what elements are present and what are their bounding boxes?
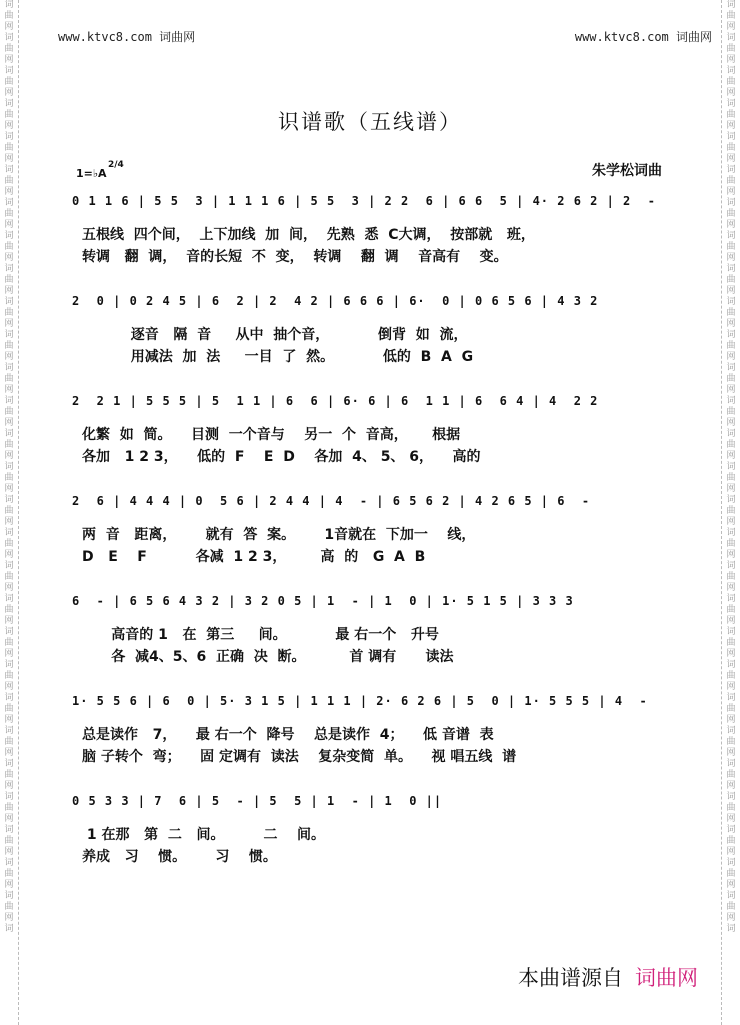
watermark-glyph: 网: [4, 88, 14, 98]
watermark-glyph: 网: [726, 748, 736, 758]
watermark-glyph: 曲: [4, 869, 14, 879]
watermark-glyph: 曲: [4, 77, 14, 87]
watermark-glyph: 曲: [4, 506, 14, 516]
notation-line: 2 6 | 4 4 4 | 0 5 6 | 2 4 4 | 4 - | 6 5 6 2 | 4 2 6 5 | 6 -: [72, 494, 591, 508]
watermark-glyph: 网: [4, 880, 14, 890]
watermark-glyph: 词: [4, 495, 14, 505]
watermark-glyph: 网: [4, 451, 14, 461]
watermark-glyph: 网: [726, 814, 736, 824]
watermark-glyph: 网: [4, 220, 14, 230]
notation-line: 6 - | 6 5 6 4 3 2 | 3 2 0 5 | 1 - | 1 0 | 1· 5 1 5 | 3 3 3: [72, 594, 574, 608]
watermark-glyph: 网: [726, 286, 736, 296]
watermark-glyph: 网: [4, 517, 14, 527]
watermark-glyph: 网: [4, 484, 14, 494]
watermark-glyph: 曲: [726, 803, 736, 813]
watermark-glyph: 曲: [726, 77, 736, 87]
header-site-left[interactable]: www.ktvc8.com 词曲网: [58, 30, 196, 44]
watermark-glyph: 词: [726, 759, 736, 769]
watermark-glyph: 词: [4, 297, 14, 307]
lyric-line: 各加 1 2 3， 低的 F E D 各加 4、 5、 6， 高的: [82, 449, 481, 465]
watermark-glyph: 曲: [4, 902, 14, 912]
watermark-glyph: 网: [4, 187, 14, 197]
watermark-glyph: 词: [726, 495, 736, 505]
watermark-glyph: 网: [4, 682, 14, 692]
watermark-glyph: 曲: [4, 209, 14, 219]
header-site-right[interactable]: www.ktvc8.com 词曲网: [574, 30, 712, 44]
watermark-glyph: 曲: [4, 539, 14, 549]
watermark-glyph: 曲: [726, 473, 736, 483]
watermark-glyph: 网: [4, 814, 14, 824]
watermark-glyph: 词: [726, 627, 736, 637]
lyric-line: 养成 习 惯。 习 惯。: [82, 849, 277, 865]
watermark-glyph: 网: [726, 154, 736, 164]
watermark-glyph: 网: [4, 550, 14, 560]
watermark-glyph: 词: [4, 66, 14, 76]
watermark-glyph: 词: [726, 660, 736, 670]
watermark-glyph: 网: [4, 616, 14, 626]
watermark-glyph: 词: [726, 99, 736, 109]
composer-credit: 朱学松词曲: [592, 163, 662, 179]
watermark-glyph: 曲: [4, 407, 14, 417]
watermark-glyph: 网: [726, 880, 736, 890]
watermark-glyph: 曲: [4, 737, 14, 747]
lyric-line: 总是读作 7， 最 右一个 降号 总是读作 4； 低 音谱 表: [82, 727, 494, 743]
lyric-line: 两 音 距离， 就有 答 案。 1音就在 下加一 线，: [82, 527, 476, 543]
watermark-glyph: 曲: [726, 110, 736, 120]
watermark-glyph: 曲: [726, 671, 736, 681]
watermark-glyph: 网: [726, 253, 736, 263]
watermark-glyph: 网: [4, 418, 14, 428]
watermark-glyph: 词: [4, 726, 14, 736]
watermark-glyph: 网: [726, 649, 736, 659]
watermark-glyph: 词: [4, 396, 14, 406]
watermark-glyph: 词: [726, 429, 736, 439]
watermark-glyph: 曲: [726, 308, 736, 318]
watermark-glyph: 曲: [726, 242, 736, 252]
watermark-glyph: 词: [726, 726, 736, 736]
watermark-glyph: 词: [4, 429, 14, 439]
watermark-glyph: 词: [4, 99, 14, 109]
watermark-glyph: 词: [4, 198, 14, 208]
watermark-glyph: 曲: [4, 770, 14, 780]
watermark-glyph: 曲: [4, 176, 14, 186]
watermark-glyph: 词: [4, 561, 14, 571]
watermark-glyph: 曲: [4, 11, 14, 21]
lyric-line: 逐音 隔 音 从中 抽个音， 倒背 如 流，: [82, 327, 468, 343]
watermark-glyph: 词: [726, 198, 736, 208]
watermark-glyph: 曲: [4, 473, 14, 483]
watermark-glyph: 网: [4, 847, 14, 857]
watermark-glyph: 曲: [726, 44, 736, 54]
left-watermark-strip: [0, 0, 19, 1025]
watermark-glyph: 曲: [4, 836, 14, 846]
notation-line: 1· 5 5 6 | 6 0 | 5· 3 1 5 | 1 1 1 | 2· 6 2 6 | 5 0 | 1· 5 5 5 | 4 -: [72, 694, 648, 708]
watermark-glyph: 词: [726, 792, 736, 802]
lyric-line: 用减法 加 法 一目 了 然。 低的 B A G: [82, 349, 474, 365]
watermark-glyph: 词: [726, 891, 736, 901]
lyric-line: 各 减4、5、6 正确 决 断。 首 调有 读法: [82, 649, 454, 665]
watermark-glyph: 网: [4, 352, 14, 362]
watermark-glyph: 曲: [4, 44, 14, 54]
lyric-line: 化繁 如 简。 目测 一个音与 另一 个 音高， 根据: [82, 427, 461, 443]
watermark-glyph: 曲: [726, 539, 736, 549]
watermark-glyph: 网: [726, 913, 736, 923]
key-signature: 1=♭A: [76, 167, 107, 180]
watermark-glyph: 词: [726, 264, 736, 274]
watermark-glyph: 曲: [726, 209, 736, 219]
watermark-glyph: 词: [726, 462, 736, 472]
watermark-glyph: 曲: [726, 869, 736, 879]
watermark-glyph: 词: [4, 0, 14, 10]
watermark-glyph: 网: [4, 154, 14, 164]
watermark-glyph: 词: [4, 792, 14, 802]
watermark-glyph: 词: [4, 627, 14, 637]
watermark-glyph: 词: [726, 132, 736, 142]
watermark-glyph: 曲: [726, 374, 736, 384]
watermark-glyph: 词: [4, 363, 14, 373]
watermark-glyph: 网: [726, 352, 736, 362]
notation-line: 2 2 1 | 5 5 5 | 5 1 1 | 6 6 | 6· 6 | 6 1 1 | 6 6 4 | 4 2 2: [72, 394, 599, 408]
watermark-glyph: 词: [726, 231, 736, 241]
watermark-glyph: 曲: [726, 836, 736, 846]
watermark-glyph: 曲: [726, 341, 736, 351]
watermark-glyph: 词: [726, 297, 736, 307]
song-title: 识谱歌（五线谱）: [278, 110, 462, 134]
watermark-glyph: 网: [4, 253, 14, 263]
watermark-glyph: 网: [726, 550, 736, 560]
watermark-glyph: 网: [4, 583, 14, 593]
watermark-glyph: 词: [4, 264, 14, 274]
watermark-glyph: 网: [4, 385, 14, 395]
watermark-glyph: 词: [4, 759, 14, 769]
watermark-glyph: 网: [726, 88, 736, 98]
notation-line: 0 5 3 3 | 7 6 | 5 - | 5 5 | 1 - | 1 0 ||: [72, 794, 443, 808]
watermark-glyph: 网: [726, 385, 736, 395]
watermark-glyph: 词: [4, 132, 14, 142]
watermark-glyph: 曲: [4, 374, 14, 384]
watermark-glyph: 网: [4, 781, 14, 791]
watermark-glyph: 曲: [726, 902, 736, 912]
watermark-glyph: 网: [4, 55, 14, 65]
watermark-glyph: 词: [4, 330, 14, 340]
watermark-glyph: 词: [726, 363, 736, 373]
lyric-line: D E F 各减 1 2 3， 高 的 G A B: [82, 549, 426, 565]
watermark-glyph: 曲: [4, 143, 14, 153]
watermark-glyph: 词: [4, 693, 14, 703]
watermark-glyph: 网: [4, 121, 14, 131]
watermark-glyph: 词: [726, 858, 736, 868]
watermark-glyph: 曲: [726, 176, 736, 186]
watermark-glyph: 曲: [4, 242, 14, 252]
watermark-glyph: 网: [4, 22, 14, 32]
watermark-glyph: 网: [726, 22, 736, 32]
watermark-glyph: 曲: [726, 440, 736, 450]
watermark-glyph: 词: [726, 66, 736, 76]
watermark-glyph: 词: [726, 825, 736, 835]
watermark-glyph: 词: [4, 231, 14, 241]
watermark-glyph: 曲: [726, 143, 736, 153]
watermark-glyph: 曲: [726, 11, 736, 21]
watermark-glyph: 词: [726, 33, 736, 43]
watermark-glyph: 网: [726, 220, 736, 230]
watermark-glyph: 网: [726, 484, 736, 494]
right-watermark-strip: [721, 0, 740, 1025]
watermark-glyph: 曲: [4, 605, 14, 615]
watermark-glyph: 曲: [4, 638, 14, 648]
lyric-line: 1 在那 第 二 间。 二 间。: [82, 827, 325, 843]
watermark-glyph: 曲: [726, 572, 736, 582]
watermark-glyph: 词: [726, 330, 736, 340]
watermark-glyph: 网: [726, 616, 736, 626]
watermark-glyph: 网: [726, 55, 736, 65]
watermark-glyph: 词: [726, 693, 736, 703]
watermark-glyph: 曲: [726, 638, 736, 648]
watermark-glyph: 曲: [726, 506, 736, 516]
watermark-glyph: 曲: [4, 572, 14, 582]
watermark-glyph: 曲: [726, 605, 736, 615]
watermark-glyph: 网: [726, 121, 736, 131]
watermark-glyph: 曲: [726, 275, 736, 285]
watermark-glyph: 词: [726, 561, 736, 571]
watermark-glyph: 曲: [4, 110, 14, 120]
footer-text: 本曲谱源自: [518, 966, 623, 990]
watermark-glyph: 网: [726, 682, 736, 692]
watermark-glyph: 曲: [4, 671, 14, 681]
watermark-glyph: 词: [726, 924, 736, 934]
watermark-glyph: 词: [4, 660, 14, 670]
watermark-glyph: 词: [726, 594, 736, 604]
watermark-glyph: 曲: [726, 737, 736, 747]
lyric-line: 五根线 四个间， 上下加线 加 间， 先熟 悉 C大调， 按部就 班，: [82, 227, 535, 243]
lyric-line: 转调 翻 调， 音的长短 不 变， 转调 翻 调 音高有 变。: [82, 249, 508, 265]
watermark-glyph: 网: [4, 286, 14, 296]
watermark-glyph: 曲: [4, 275, 14, 285]
watermark-glyph: 网: [726, 583, 736, 593]
watermark-glyph: 网: [726, 451, 736, 461]
watermark-glyph: 词: [726, 528, 736, 538]
time-signature: 2/4: [108, 160, 124, 170]
watermark-glyph: 网: [4, 319, 14, 329]
watermark-glyph: 网: [726, 418, 736, 428]
watermark-glyph: 网: [4, 715, 14, 725]
footer-source: [518, 962, 698, 992]
watermark-glyph: 曲: [4, 704, 14, 714]
watermark-glyph: 词: [4, 33, 14, 43]
watermark-glyph: 曲: [4, 308, 14, 318]
watermark-glyph: 曲: [4, 440, 14, 450]
watermark-glyph: 曲: [4, 341, 14, 351]
watermark-glyph: 词: [4, 594, 14, 604]
lyric-line: 高音的 1 在 第三 间。 最 右一个 升号: [82, 627, 439, 643]
watermark-glyph: 网: [4, 649, 14, 659]
watermark-glyph: 网: [726, 781, 736, 791]
watermark-glyph: 曲: [4, 803, 14, 813]
watermark-glyph: 词: [4, 165, 14, 175]
watermark-glyph: 词: [726, 396, 736, 406]
watermark-glyph: 词: [4, 924, 14, 934]
watermark-glyph: 词: [726, 165, 736, 175]
watermark-glyph: 词: [4, 825, 14, 835]
footer-brand[interactable]: 词曲网: [635, 966, 698, 990]
watermark-glyph: 词: [4, 462, 14, 472]
watermark-glyph: 网: [726, 847, 736, 857]
notation-line: 2 0 | 0 2 4 5 | 6 2 | 2 4 2 | 6 6 6 | 6· 0 | 0 6 5 6 | 4 3 2: [72, 294, 599, 308]
watermark-glyph: 曲: [726, 704, 736, 714]
watermark-glyph: 曲: [726, 770, 736, 780]
watermark-glyph: 网: [726, 187, 736, 197]
watermark-glyph: 曲: [726, 407, 736, 417]
watermark-glyph: 网: [4, 748, 14, 758]
lyric-line: 脑 子转个 弯； 固 定调有 读法 复杂变简 单。 视 唱五线 谱: [82, 749, 517, 765]
watermark-glyph: 网: [726, 517, 736, 527]
watermark-glyph: 网: [726, 319, 736, 329]
watermark-glyph: 词: [726, 0, 736, 10]
watermark-glyph: 网: [4, 913, 14, 923]
watermark-glyph: 词: [4, 891, 14, 901]
watermark-glyph: 网: [726, 715, 736, 725]
notation-line: 0 1 1 6 | 5 5 3 | 1 1 1 6 | 5 5 3 | 2 2 6 | 6 6 5 | 4· 2 6 2 | 2 -: [72, 194, 665, 208]
watermark-glyph: 词: [4, 528, 14, 538]
watermark-glyph: 词: [4, 858, 14, 868]
